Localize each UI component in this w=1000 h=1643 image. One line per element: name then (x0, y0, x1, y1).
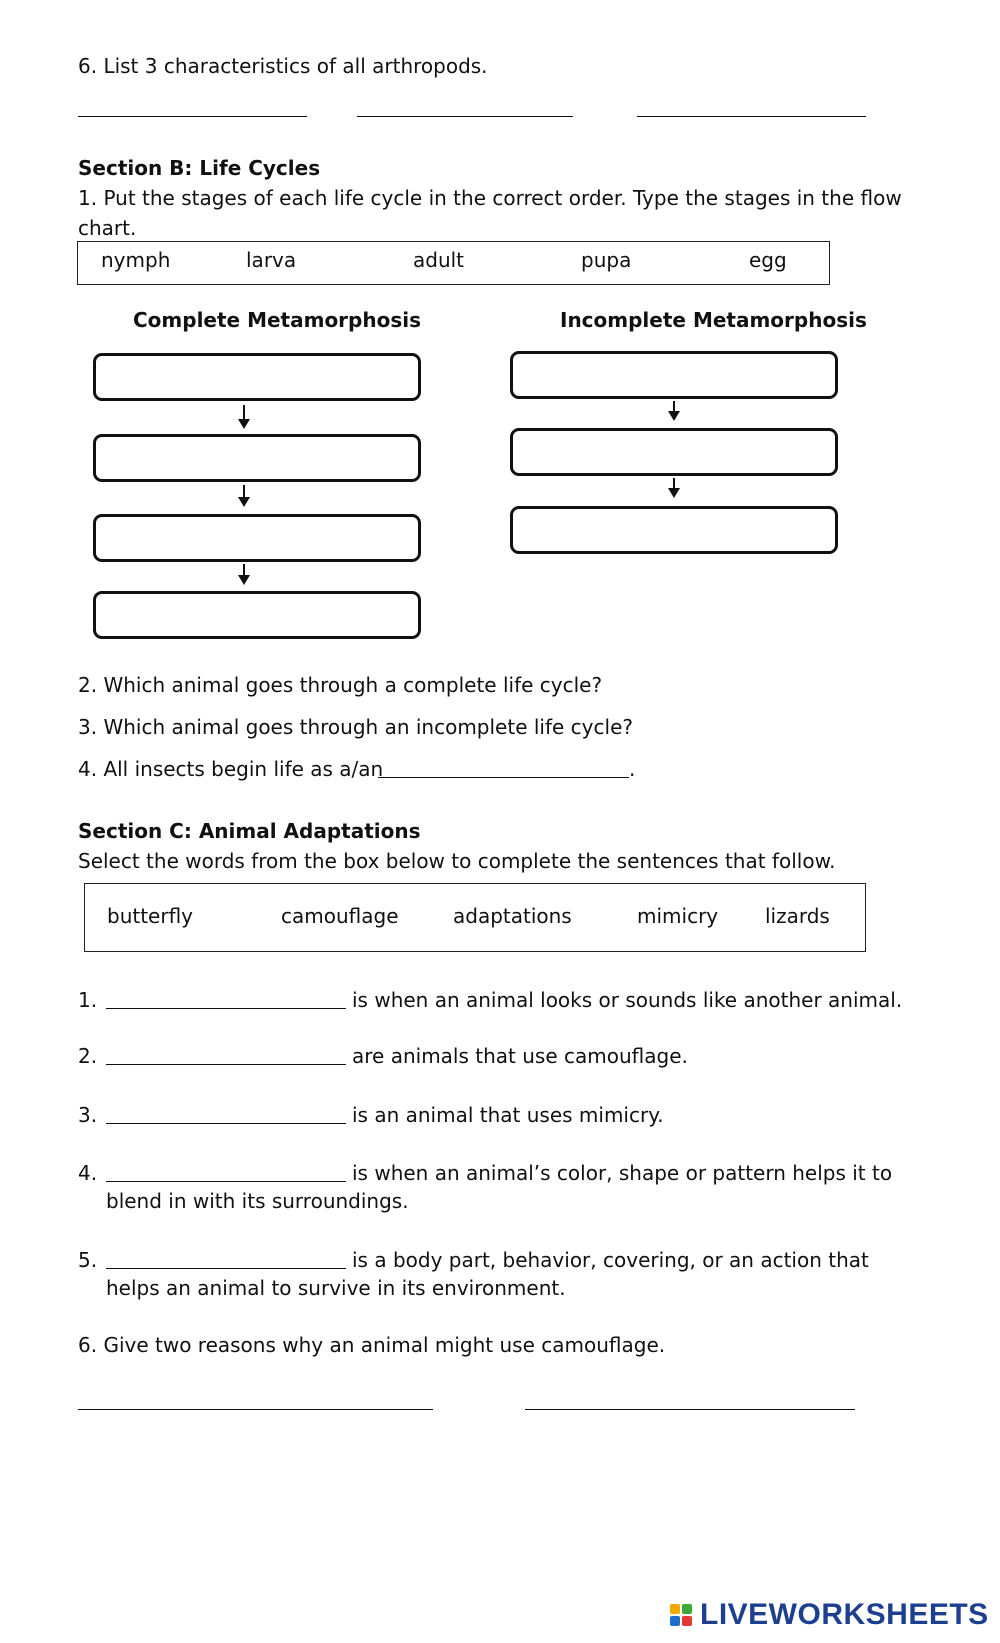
word-lizards: lizards (765, 904, 830, 928)
incomplete-metamorphosis-title: Incomplete Metamorphosis (560, 308, 867, 332)
answer-blank[interactable] (106, 1103, 346, 1124)
question-b4: 4. All insects begin life as a/an (78, 757, 384, 781)
word-larva: larva (246, 248, 297, 272)
word-mimicry: mimicry (637, 904, 719, 928)
word-camouflage: camouflage (281, 904, 399, 928)
item-number: 1. (78, 988, 98, 1012)
word-butterfly: butterfly (107, 904, 194, 928)
logo-mark-icon (670, 1600, 696, 1630)
incomplete-stage-2-input[interactable] (510, 428, 838, 476)
incomplete-stage-3-input[interactable] (510, 506, 838, 554)
answer-line[interactable] (637, 116, 866, 117)
complete-stage-4-input[interactable] (93, 591, 421, 639)
question-c6: 6. Give two reasons why an animal might use camouflage. (78, 1333, 666, 1357)
question-b1-line2: chart. (78, 216, 137, 240)
item-text-continued: blend in with its surroundings. (106, 1189, 409, 1213)
answer-line[interactable] (525, 1409, 855, 1410)
logo-text: LIVEWORKSHEETS (700, 1598, 989, 1631)
question-b3: 3. Which animal goes through an incomplete life cycle? (78, 715, 633, 739)
complete-stage-1-input[interactable] (93, 353, 421, 401)
answer-blank[interactable] (106, 1044, 346, 1065)
question-b1-line1: 1. Put the stages of each life cycle in the correct order. Type the stages in the flow (78, 186, 902, 210)
answer-line[interactable] (357, 116, 573, 117)
answer-line[interactable] (78, 1409, 433, 1410)
answer-line[interactable] (78, 116, 307, 117)
complete-metamorphosis-title: Complete Metamorphosis (133, 308, 422, 332)
incomplete-stage-1-input[interactable] (510, 351, 838, 399)
answer-blank[interactable] (106, 988, 346, 1009)
liveworksheets-logo (670, 1598, 989, 1632)
item-number: 2. (78, 1044, 98, 1068)
answer-blank[interactable] (378, 757, 629, 778)
item-text-continued: helps an animal to survive in its environment. (106, 1276, 566, 1300)
complete-stage-2-input[interactable] (93, 434, 421, 482)
down-arrow-icon (243, 564, 245, 577)
word-egg: egg (749, 248, 787, 272)
section-c-heading: Section C: Animal Adaptations (78, 819, 421, 843)
word-nymph: nymph (101, 248, 171, 272)
item-text: is a body part, behavior, covering, or an action that (352, 1248, 869, 1272)
question-a6: 6. List 3 characteristics of all arthropods. (78, 54, 488, 78)
section-b-heading: Section B: Life Cycles (78, 156, 321, 180)
down-arrow-icon (673, 401, 675, 413)
word-pupa: pupa (581, 248, 632, 272)
item-text: is an animal that uses mimicry. (352, 1103, 664, 1127)
down-arrow-icon (243, 405, 245, 421)
item-text: is when an animal’s color, shape or pattern helps it to (352, 1161, 893, 1185)
item-number: 5. (78, 1248, 98, 1272)
item-text: is when an animal looks or sounds like another animal. (352, 988, 903, 1012)
item-number: 3. (78, 1103, 98, 1127)
answer-blank[interactable] (106, 1248, 346, 1269)
section-c-instruction: Select the words from the box below to complete the sentences that follow. (78, 849, 836, 873)
question-b2: 2. Which animal goes through a complete life cycle? (78, 673, 603, 697)
word-adult: adult (413, 248, 465, 272)
question-b4-end: . (629, 757, 636, 781)
word-adaptations: adaptations (453, 904, 572, 928)
down-arrow-icon (673, 478, 675, 490)
down-arrow-icon (243, 485, 245, 499)
complete-stage-3-input[interactable] (93, 514, 421, 562)
item-number: 4. (78, 1161, 98, 1185)
item-text: are animals that use camouflage. (352, 1044, 688, 1068)
answer-blank[interactable] (106, 1161, 346, 1182)
